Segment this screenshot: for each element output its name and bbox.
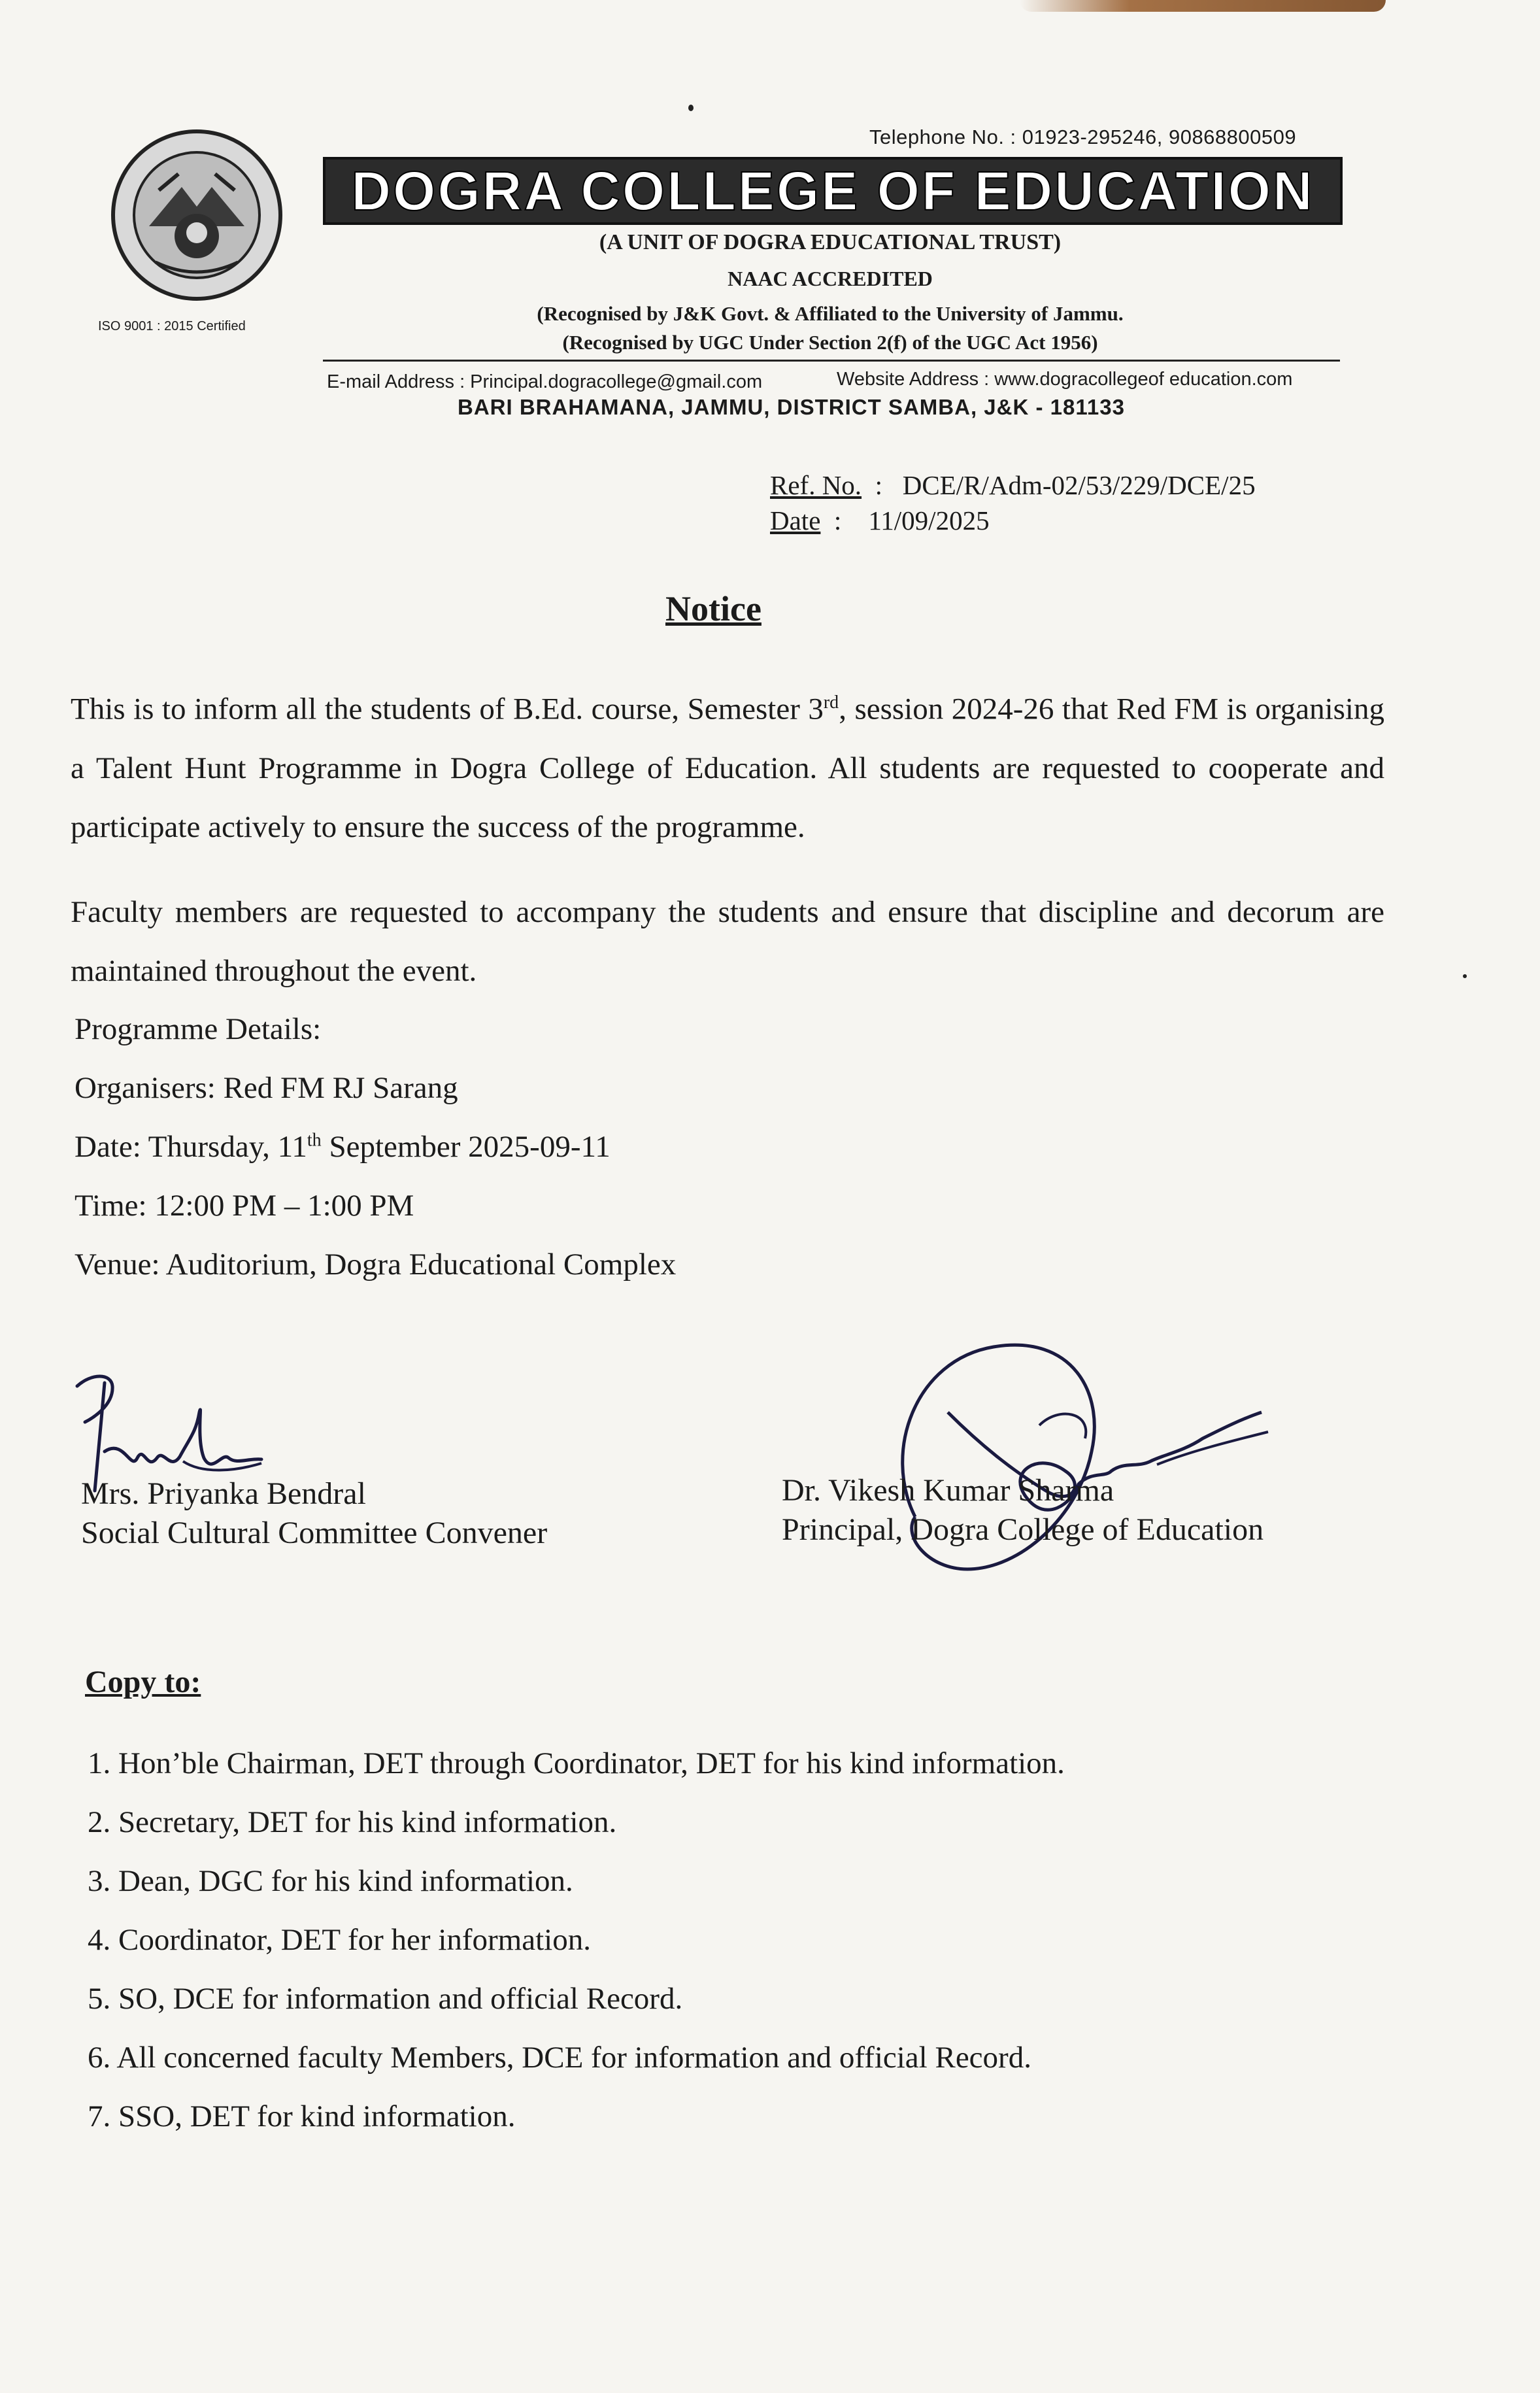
website-address: Website Address : www.dogracollegeof education.com [837,369,1293,390]
copy-to-heading: Copy to: [85,1665,201,1699]
copy-to-item: 2. Secretary, DET for his kind information. [88,1805,617,1839]
college-address: BARI BRAHAMANA, JAMMU, DISTRICT SAMBA, J&K - 181133 [458,395,1125,419]
reference-number: Ref. No. : DCE/R/Adm-02/53/229/DCE/25 [770,470,1256,500]
ref-label: Ref. No. [770,470,862,500]
programme-venue: Venue: Auditorium, Dogra Educational Complex [75,1247,677,1281]
date-value: 11/09/2025 [868,505,990,535]
email-address: E-mail Address : Principal.dogracollege@gmail.com [327,371,763,392]
ink-speck [688,105,694,111]
programme-date [75,1128,611,1166]
programme-date-text-a: Date: Thursday, 11 [75,1130,307,1164]
date-label: Date [770,505,821,535]
programme-date-superscript: th [307,1130,322,1151]
notice-date: Date : 11/09/2025 [770,505,990,535]
principal-name: Dr. Vikesh Kumar Sharma [782,1473,1114,1508]
principal-role: Principal, Dogra College of Education [782,1512,1264,1547]
copy-to-item: 5. SO, DCE for information and official Record. [88,1982,683,2016]
notice-title: Notice [665,589,762,628]
para1-superscript: rd [823,692,839,713]
convener-role: Social Cultural Committee Convener [81,1516,548,1550]
copy-to-item: 7. SSO, DET for kind information. [88,2099,516,2133]
ink-speck [1463,974,1467,978]
college-name-banner [323,157,1343,225]
telephone-number: Telephone No. : 01923-295246, 9086880050​9 [869,126,1297,148]
notice-paragraph-1 [71,673,1384,857]
college-name: DOGRA COLLEGE OF EDUCATION [351,160,1314,222]
copy-to-item: 1. Hon’ble Chairman, DET through Coordinator, DET for his kind information. [88,1746,1065,1780]
para1-text-a: This is to inform all the students of B.Ed. course, Semester 3 [71,692,824,726]
recognition-line-2: (Recognised by UGC Under Section 2(f) of the UGC Act 1956) [562,331,1098,354]
programme-time: Time: 12:00 PM – 1:00 PM [75,1189,414,1223]
programme-details-heading: Programme Details: [75,1012,322,1046]
programme-date-text-b: September 2025-09-11 [321,1130,611,1164]
trust-unit-line: (A UNIT OF DOGRA EDUCATIONAL TRUST) [599,230,1062,254]
convener-name: Mrs. Priyanka Bendral [81,1476,366,1511]
copy-to-item: 6. All concerned faculty Members, DCE for information and official Record. [88,2041,1031,2075]
notice-paragraph-2: Faculty members are requested to accompany the students and ensure that discipline and decorum are maintained throughout the event. [71,895,1384,988]
college-logo-seal [110,128,284,302]
copy-to-item: 4. Coordinator, DET for her information. [88,1923,591,1957]
programme-organisers: Organisers: Red FM RJ Sarang [75,1071,458,1105]
principal-signature [876,1321,1281,1595]
ref-value: DCE/R/Adm-02/53/229/DCE/25 [902,470,1256,500]
naac-accreditation: NAAC ACCREDITED [728,267,933,290]
header-divider [323,360,1340,362]
recognition-line-1: (Recognised by J&K Govt. & Affiliated to the University of Jammu. [537,302,1124,325]
para1-text-b: , session 2024-26 that Red FM is organising a Talent Hunt Programme in Dogra College of Education. All students are requested to cooperate and participate actively to ensure the success of the programme. [71,692,1384,844]
iso-certification: ISO 9001 : 2015 Certified [98,319,246,333]
copy-to-item: 3. Dean, DGC for his kind information. [88,1864,573,1898]
paper-edge-stain [1020,0,1386,12]
